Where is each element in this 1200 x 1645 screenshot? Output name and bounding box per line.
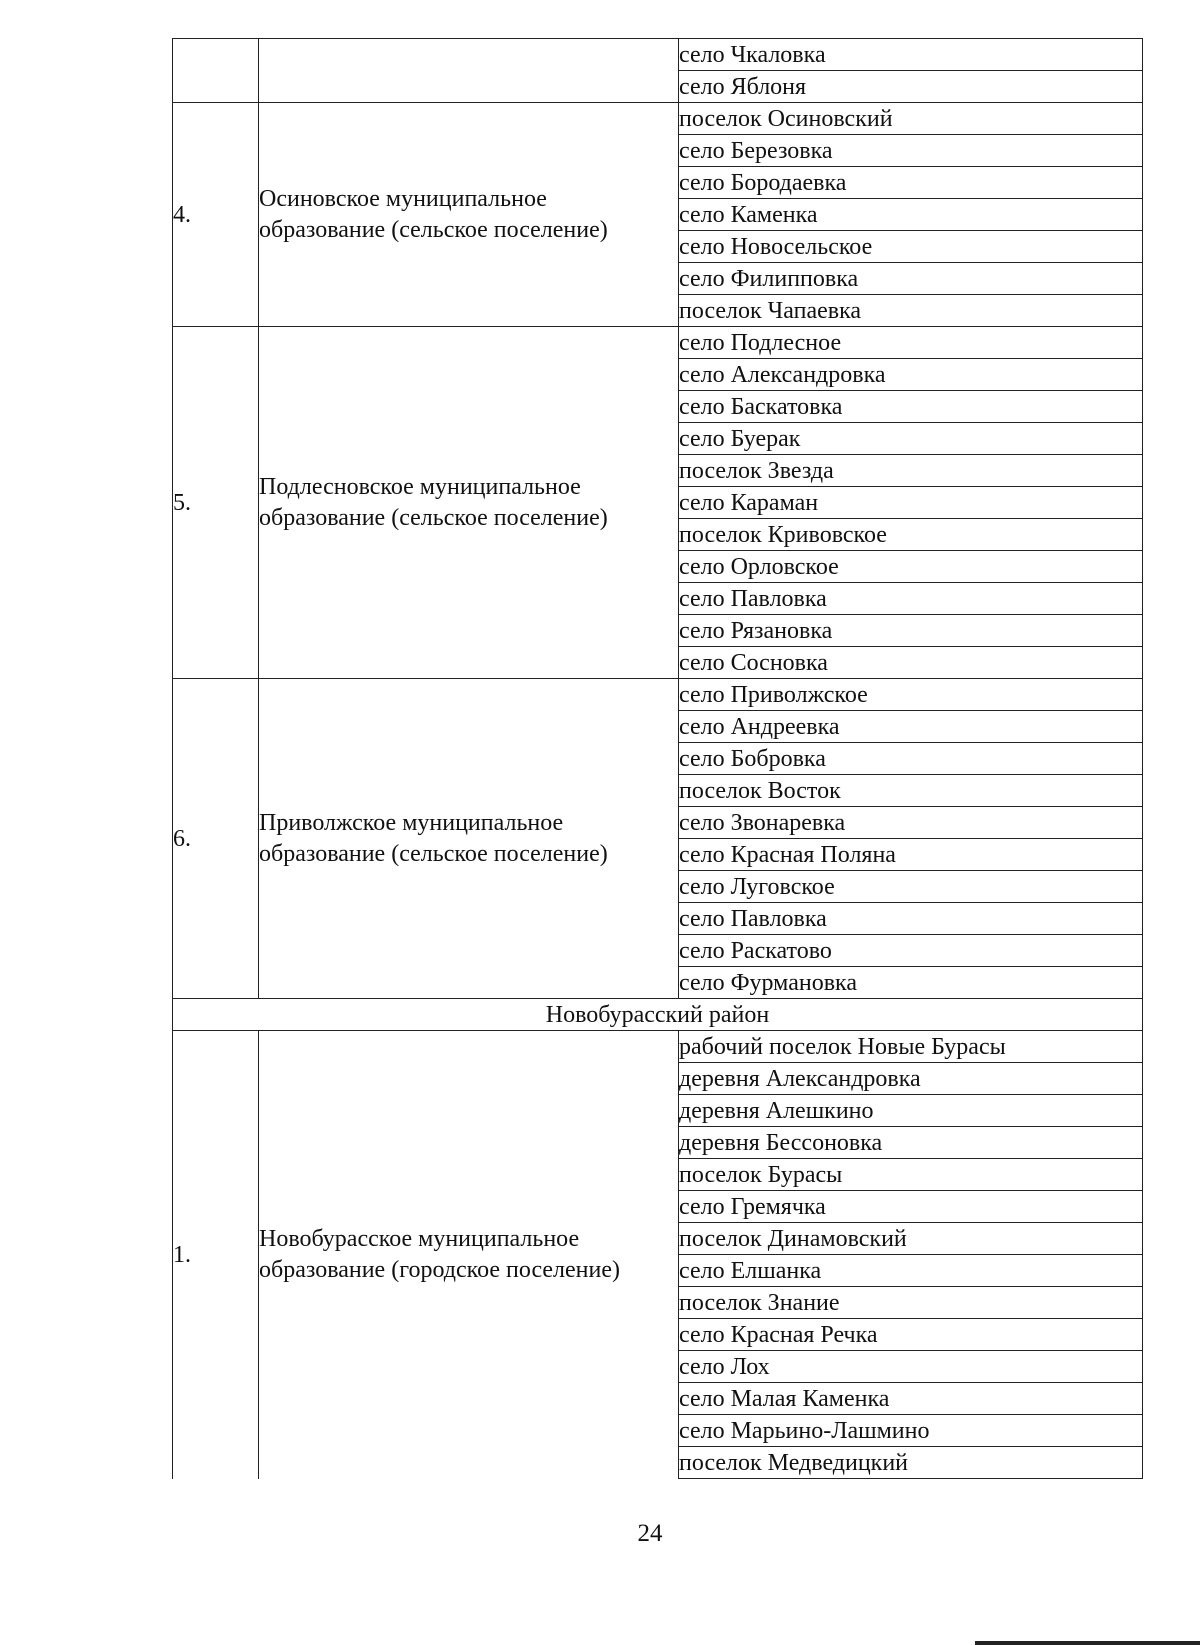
settlement-cell: село Малая Каменка [679,1383,1143,1415]
row-number-cell: 1. [173,1031,259,1479]
settlement-cell: село Павловка [679,903,1143,935]
settlement-cell: село Красная Поляна [679,839,1143,871]
settlement-cell: село Новосельское [679,231,1143,263]
settlement-cell: село Александровка [679,359,1143,391]
table-row [173,103,1143,135]
settlement-cell: поселок Осиновский [679,103,1143,135]
settlement-cell: село Звонаревка [679,807,1143,839]
settlement-cell: село Чкаловка [679,39,1143,71]
settlement-cell: село Сосновка [679,647,1143,679]
settlement-cell: поселок Динамовский [679,1223,1143,1255]
settlement-cell: поселок Кривовское [679,519,1143,551]
settlement-cell: село Орловское [679,551,1143,583]
region-header-row [173,999,1143,1031]
settlement-cell: поселок Звезда [679,455,1143,487]
settlement-cell: село Буерак [679,423,1143,455]
table-body [173,39,1143,1479]
settlement-cell: поселок Бурасы [679,1159,1143,1191]
settlement-cell: село Фурмановка [679,967,1143,999]
settlement-cell: поселок Восток [679,775,1143,807]
settlement-cell: село Березовка [679,135,1143,167]
settlement-cell: село Павловка [679,583,1143,615]
table-row [173,39,1143,71]
settlement-cell: село Бородаевка [679,167,1143,199]
settlement-cell: поселок Медведицкий [679,1447,1143,1479]
region-header: Новобурасский район [173,999,1143,1031]
settlement-cell: село Подлесное [679,327,1143,359]
row-number-cell: 4. [173,103,259,327]
settlement-cell: село Андреевка [679,711,1143,743]
table-row [173,679,1143,711]
settlement-cell: село Луговское [679,871,1143,903]
settlement-cell: село Баскатовка [679,391,1143,423]
settlement-cell: село Рязановка [679,615,1143,647]
table-row [173,327,1143,359]
settlement-cell: село Лох [679,1351,1143,1383]
settlements-table [172,38,1143,1479]
settlement-cell: село Марьино-Лашмино [679,1415,1143,1447]
settlement-cell: деревня Алешкино [679,1095,1143,1127]
settlement-cell: деревня Александровка [679,1063,1143,1095]
settlement-cell: село Бобровка [679,743,1143,775]
settlement-cell: поселок Чапаевка [679,295,1143,327]
municipality-name-cell: Приволжское муниципальное образование (сельское поселение) [259,679,679,999]
footer-rule [975,1641,1200,1645]
settlement-cell: село Красная Речка [679,1319,1143,1351]
settlement-cell: рабочий поселок Новые Бурасы [679,1031,1143,1063]
settlement-cell: село Елшанка [679,1255,1143,1287]
settlement-cell: село Каменка [679,199,1143,231]
municipality-name-cell: Подлесновское муниципальное образование (сельское поселение) [259,327,679,679]
settlement-cell: село Раскатово [679,935,1143,967]
settlement-cell: село Приволжское [679,679,1143,711]
settlement-cell: село Гремячка [679,1191,1143,1223]
settlement-cell: село Яблоня [679,71,1143,103]
settlement-cell: деревня Бессоновка [679,1127,1143,1159]
row-number-cell: 6. [173,679,259,999]
settlement-cell: поселок Знание [679,1287,1143,1319]
settlement-cell: село Караман [679,487,1143,519]
row-number-cell: 5. [173,327,259,679]
municipality-name-cell: Осиновское муниципальное образование (сельское поселение) [259,103,679,327]
municipality-name-cell: Новобурасское муниципальное образование (городское поселение) [259,1031,679,1479]
page-number: 24 [637,1520,663,1547]
table-row [173,1031,1143,1063]
settlement-cell: село Филипповка [679,263,1143,295]
municipality-name-cell [259,39,679,103]
row-number-cell [173,39,259,103]
